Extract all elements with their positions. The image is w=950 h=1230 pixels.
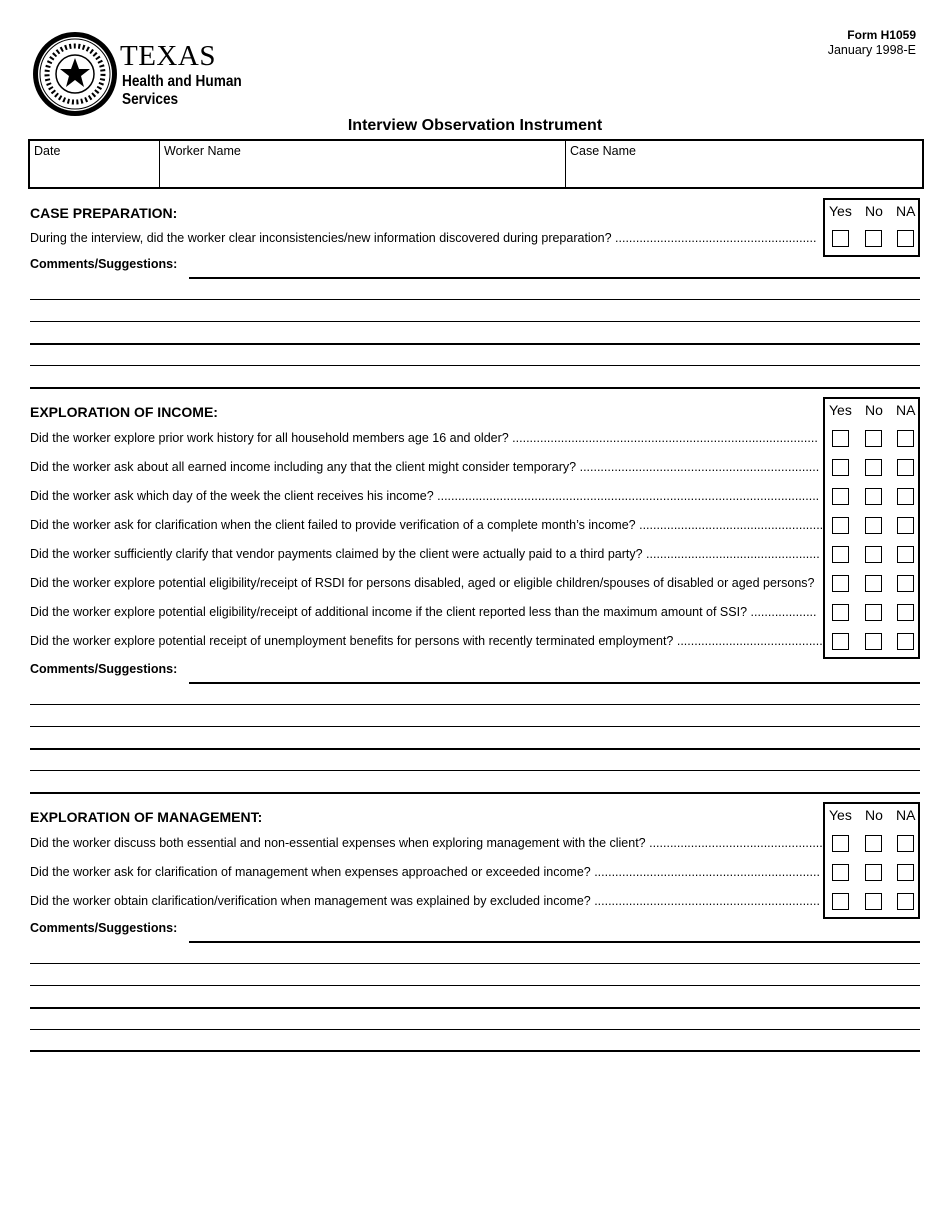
no-checkbox[interactable] <box>865 459 882 476</box>
comment-line[interactable] <box>30 726 920 727</box>
comments-label: Comments/Suggestions: <box>30 921 178 935</box>
question-text: Did the worker discuss both essential and non-essential expenses when exploring management with the client? .................................................. <box>30 836 823 850</box>
comment-line[interactable] <box>30 963 920 964</box>
answer-box <box>823 198 920 257</box>
question-text: Did the worker ask for clarification of management when expenses approached or exceeded income? ................................................................. <box>30 865 820 879</box>
yes-checkbox[interactable] <box>832 488 849 505</box>
no-column-header: No <box>865 203 883 219</box>
comments-label: Comments/Suggestions: <box>30 257 178 271</box>
section-title: CASE PREPARATION: <box>30 205 178 221</box>
date-label: Date <box>34 144 61 158</box>
yes-checkbox[interactable] <box>832 430 849 447</box>
comment-line[interactable] <box>30 343 920 345</box>
comment-line[interactable] <box>30 321 920 322</box>
comment-line[interactable] <box>30 748 920 750</box>
na-checkbox[interactable] <box>897 575 914 592</box>
no-column-header: No <box>865 402 883 418</box>
header-fields-table <box>28 139 924 189</box>
question-text: Did the worker explore potential eligibility/receipt of RSDI for persons disabled, aged or eligible children/spouses of disabled or aged persons? <box>30 576 815 590</box>
comment-line[interactable] <box>30 792 920 794</box>
na-checkbox[interactable] <box>897 230 914 247</box>
yes-checkbox[interactable] <box>832 864 849 881</box>
date-field[interactable] <box>30 141 160 187</box>
yes-checkbox[interactable] <box>832 517 849 534</box>
yes-checkbox[interactable] <box>832 575 849 592</box>
comment-line[interactable] <box>30 1050 920 1052</box>
na-checkbox[interactable] <box>897 893 914 910</box>
na-checkbox[interactable] <box>897 604 914 621</box>
na-checkbox[interactable] <box>897 459 914 476</box>
page-title: Interview Observation Instrument <box>347 117 603 134</box>
na-checkbox[interactable] <box>897 517 914 534</box>
yes-checkbox[interactable] <box>832 230 849 247</box>
no-checkbox[interactable] <box>865 575 882 592</box>
na-column-header: NA <box>896 807 916 823</box>
yes-checkbox[interactable] <box>832 835 849 852</box>
yes-column-header: Yes <box>829 402 852 418</box>
logo-agency-text: Health and Human Services <box>122 73 242 108</box>
na-checkbox[interactable] <box>897 488 914 505</box>
na-checkbox[interactable] <box>897 546 914 563</box>
logo-texas-text: TEXAS <box>120 40 216 72</box>
worker-name-label: Worker Name <box>164 144 241 158</box>
texas-seal-logo <box>32 31 118 117</box>
no-checkbox[interactable] <box>865 604 882 621</box>
yes-checkbox[interactable] <box>832 459 849 476</box>
yes-checkbox[interactable] <box>832 633 849 650</box>
na-checkbox[interactable] <box>897 633 914 650</box>
comment-line[interactable] <box>30 985 920 986</box>
question-text: Did the worker explore potential receipt of unemployment benefits for persons with recently terminated employment? .......................................... <box>30 634 823 648</box>
na-column-header: NA <box>896 203 916 219</box>
comment-line[interactable] <box>30 770 920 771</box>
yes-column-header: Yes <box>829 807 852 823</box>
no-checkbox[interactable] <box>865 517 882 534</box>
yes-checkbox[interactable] <box>832 546 849 563</box>
comment-line[interactable] <box>189 682 920 684</box>
comment-line[interactable] <box>189 941 920 943</box>
section-title: EXPLORATION OF INCOME: <box>30 404 218 420</box>
comment-line[interactable] <box>30 704 920 705</box>
comments-label: Comments/Suggestions: <box>30 662 178 676</box>
no-checkbox[interactable] <box>865 430 882 447</box>
no-checkbox[interactable] <box>865 230 882 247</box>
comment-line[interactable] <box>30 365 920 366</box>
comment-line[interactable] <box>189 277 920 279</box>
case-name-field[interactable] <box>566 141 920 187</box>
no-column-header: No <box>865 807 883 823</box>
no-checkbox[interactable] <box>865 893 882 910</box>
na-checkbox[interactable] <box>897 835 914 852</box>
question-text: Did the worker ask which day of the week the client receives his income? .............................................................................................................. <box>30 489 820 503</box>
question-text: Did the worker explore potential eligibility/receipt of additional income if the client reported less than the maximum amount of SSI? ................... <box>30 605 817 619</box>
form-number: Form H1059 <box>847 28 916 42</box>
no-checkbox[interactable] <box>865 633 882 650</box>
yes-checkbox[interactable] <box>832 893 849 910</box>
no-checkbox[interactable] <box>865 835 882 852</box>
question-text: Did the worker explore prior work history for all household members age 16 and older? ........................................................................................ <box>30 431 818 445</box>
worker-name-field[interactable] <box>160 141 566 187</box>
form-date: January 1998-E <box>827 43 916 57</box>
no-checkbox[interactable] <box>865 488 882 505</box>
question-text: Did the worker ask for clarification when the client failed to provide verification of a complete month’s income? ..................................................... <box>30 518 824 532</box>
case-name-label: Case Name <box>570 144 636 158</box>
no-checkbox[interactable] <box>865 546 882 563</box>
question-text: Did the worker sufficiently clarify that vendor payments claimed by the client were actually paid to a third party? .................................................. <box>30 547 820 561</box>
comment-line[interactable] <box>30 1007 920 1009</box>
comment-line[interactable] <box>30 1029 920 1030</box>
na-checkbox[interactable] <box>897 864 914 881</box>
no-checkbox[interactable] <box>865 864 882 881</box>
na-column-header: NA <box>896 402 916 418</box>
comment-line[interactable] <box>30 299 920 300</box>
yes-column-header: Yes <box>829 203 852 219</box>
comment-line[interactable] <box>30 387 920 389</box>
question-text: Did the worker obtain clarification/verification when management was explained by excluded income? ................................................................. <box>30 894 820 908</box>
yes-checkbox[interactable] <box>832 604 849 621</box>
question-text: During the interview, did the worker clear inconsistencies/new information discovered during preparation? .......................................................... <box>30 231 817 245</box>
question-text: Did the worker ask about all earned income including any that the client might consider temporary? ..................................................................... <box>30 460 820 474</box>
section-title: EXPLORATION OF MANAGEMENT: <box>30 809 263 825</box>
na-checkbox[interactable] <box>897 430 914 447</box>
